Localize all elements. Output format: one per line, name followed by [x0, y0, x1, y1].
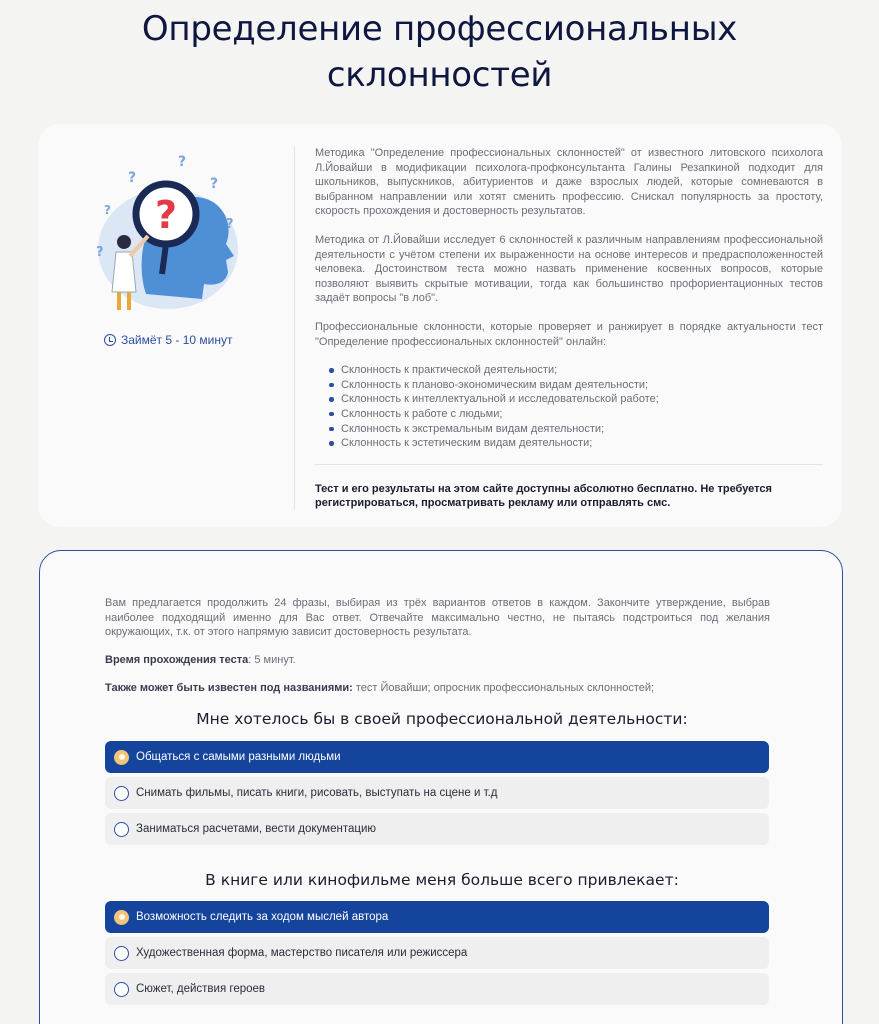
head-question-illustration	[86, 144, 246, 319]
answer-option[interactable]	[105, 937, 769, 969]
list-item: Склонность к планово-экономическим видам деятельности;	[328, 378, 823, 393]
list-item: Склонность к практической деятельности;	[328, 363, 823, 378]
test-time-label: Время прохождения теста	[105, 654, 249, 666]
answer-option[interactable]	[105, 973, 769, 1005]
answer-option[interactable]	[105, 741, 769, 773]
answer-option-label: Сюжет, действия героев	[136, 983, 266, 995]
svg-text:?: ?	[96, 245, 104, 260]
description-paragraph: Методика от Л.Йовайши исследует 6 склонностей к различным направлениям профессиональной деятельности с учётом степени их выраженности на основе интересов и предрасположенностей человека. Достоинством теста можно назвать применение косвенных вопросов, которые позволяют выявить скрытые мотивации, тогда как большинство профориентационных тестов задаёт вопросы "в лоб".	[315, 233, 823, 305]
question-title: Мне хотелось бы в своей профессиональной деятельности:	[196, 710, 688, 728]
description	[315, 146, 823, 511]
radio-selected-icon[interactable]	[114, 750, 129, 765]
test-aka	[105, 681, 785, 695]
question-title: В книге или кинофильме меня больше всего привлекает:	[205, 871, 679, 889]
radio-icon[interactable]	[114, 822, 129, 837]
answer-option[interactable]	[105, 901, 769, 933]
svg-text:?: ?	[210, 176, 219, 192]
page-title-line2: склонностей	[326, 55, 553, 95]
test-intro: Вам предлагается продолжить 24 фразы, выбирая из трёх вариантов ответов в каждом. Закончите утверждение, выбрав наиболее подходящий именно для Вас ответ. Отвечайте максимально честно, не пытаясь подстроиться под желания окружающих, т.к. от этого напрямую зависит достоверность результата.	[105, 597, 770, 639]
svg-text:?: ?	[154, 193, 178, 237]
test-time	[105, 653, 785, 667]
test-aka-label: Также может быть известен под названиями:	[105, 682, 353, 694]
free-note: Тест и его результаты на этом сайте доступны абсолютно бесплатно. Не требуется регистрироваться, просматривать рекламу или отправлять смс.	[315, 482, 772, 510]
answer-option-label: Возможность следить за ходом мыслей автора	[136, 911, 389, 923]
horizontal-divider	[315, 464, 823, 465]
radio-selected-icon[interactable]	[114, 910, 129, 925]
description-paragraph: Профессиональные склонности, которые проверяет и ранжирует в порядке актуальности тест "Определение профессиональных склонностей" онлайн:	[315, 320, 823, 348]
answer-option-label: Общаться с самыми разными людьми	[136, 751, 341, 763]
duration-text: Займёт 5 - 10 минут	[121, 333, 233, 347]
svg-text:?: ?	[178, 154, 187, 170]
svg-text:?: ?	[226, 217, 234, 232]
svg-text:?: ?	[128, 170, 137, 186]
info-card	[38, 124, 842, 527]
description-paragraph: Методика "Определение профессиональных склонностей" от известного литовского психолога Л.Йовайши в модификации психолога-профконсультанта Галины Резапкиной подходит для школьников, выпускников, абитуриентов и даже взрослых людей, которые сомневаются в выбранном направлении или хотят сменить профессию. Снискал популярность за простоту, скорость прохождения и достоверность результатов.	[315, 147, 823, 218]
radio-icon[interactable]	[114, 982, 129, 997]
radio-icon[interactable]	[114, 946, 129, 961]
answer-option-label: Художественная форма, мастерство писателя или режиссера	[136, 947, 468, 959]
list-item: Склонность к интеллектуальной и исследовательской работе;	[328, 392, 823, 407]
svg-text:?: ?	[104, 203, 111, 217]
answer-option-label: Снимать фильмы, писать книги, рисовать, выступать на сцене и т.д	[136, 787, 498, 799]
answer-option-label: Заниматься расчетами, вести документацию	[136, 823, 376, 835]
inclinations-list	[315, 363, 823, 451]
test-card	[39, 550, 843, 1024]
test-aka-value: тест Йовайши; опросник профессиональных склонностей;	[352, 682, 655, 694]
answer-option[interactable]	[105, 777, 769, 809]
duration-info	[104, 333, 284, 347]
page-title	[0, 6, 879, 98]
vertical-divider	[294, 146, 295, 510]
list-item: Склонность к работе с людьми;	[328, 407, 823, 422]
test-time-value: : 5 минут.	[248, 654, 296, 666]
list-item: Склонность к экстремальным видам деятельности;	[328, 422, 823, 437]
clock-icon	[104, 334, 116, 346]
page-title-line1: Определение профессиональных	[141, 9, 738, 49]
list-item: Склонность к эстетическим видам деятельности;	[328, 436, 823, 451]
radio-icon[interactable]	[114, 786, 129, 801]
answer-option[interactable]	[105, 813, 769, 845]
